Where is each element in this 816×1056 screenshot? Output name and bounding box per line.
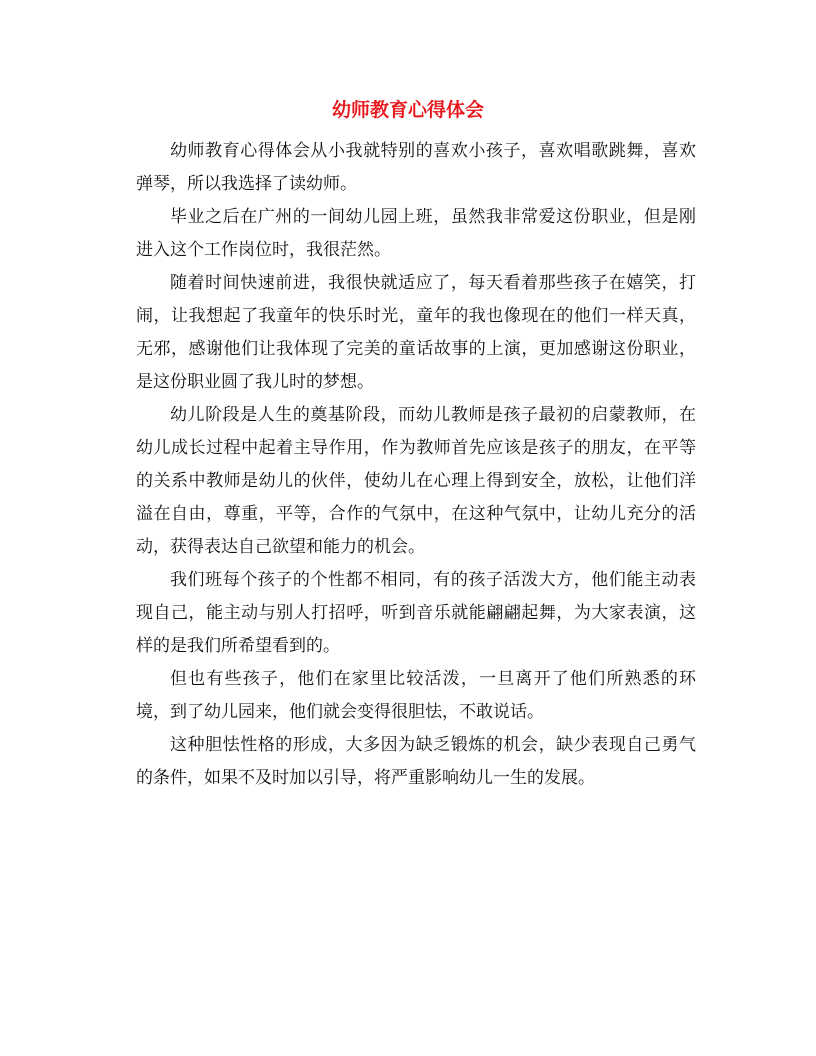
paragraph: 随着时间快速前进，我很快就适应了，每天看着那些孩子在嬉笑，打闹，让我想起了我童年的快乐时光，童年的我也像现在的他们一样天真，无邪，感谢他们让我体现了完美的童话故事的上演，更加感谢这份职业，是这份职业圆了我儿时的梦想。	[136, 273, 696, 392]
paragraph: 毕业之后在广州的一间幼儿园上班，虽然我非常爱这份职业，但是刚进入这个工作岗位时，我很茫然。	[136, 207, 696, 260]
paragraph: 但也有些孩子，他们在家里比较活泼，一旦离开了他们所熟悉的环境，到了幼儿园来，他们就会变得很胆怯，不敢说话。	[136, 669, 696, 722]
paragraph: 这种胆怯性格的形成，大多因为缺乏锻炼的机会，缺少表现自己勇气的条件，如果不及时加以引导，将严重影响幼儿一生的发展。	[136, 735, 696, 788]
document-body	[136, 135, 696, 795]
paragraph: 幼儿阶段是人生的奠基阶段，而幼儿教师是孩子最初的启蒙教师，在幼儿成长过程中起着主导作用，作为教师首先应该是孩子的朋友，在平等的关系中教师是幼儿的伙伴，使幼儿在心理上得到安全，放松，让他们洋溢在自由，尊重，平等，合作的气氛中，在这种气氛中，让幼儿充分的活动，获得表达自己欲望和能力的机会。	[136, 405, 696, 557]
document-title: 幼师教育心得体会	[331, 99, 484, 121]
paragraph: 幼师教育心得体会从小我就特别的喜欢小孩子，喜欢唱歌跳舞，喜欢弹琴，所以我选择了读幼师。	[136, 141, 696, 194]
paragraph: 我们班每个孩子的个性都不相同，有的孩子活泼大方，他们能主动表现自己，能主动与别人打招呼，听到音乐就能翩翩起舞，为大家表演，这样的是我们所希望看到的。	[136, 570, 696, 656]
